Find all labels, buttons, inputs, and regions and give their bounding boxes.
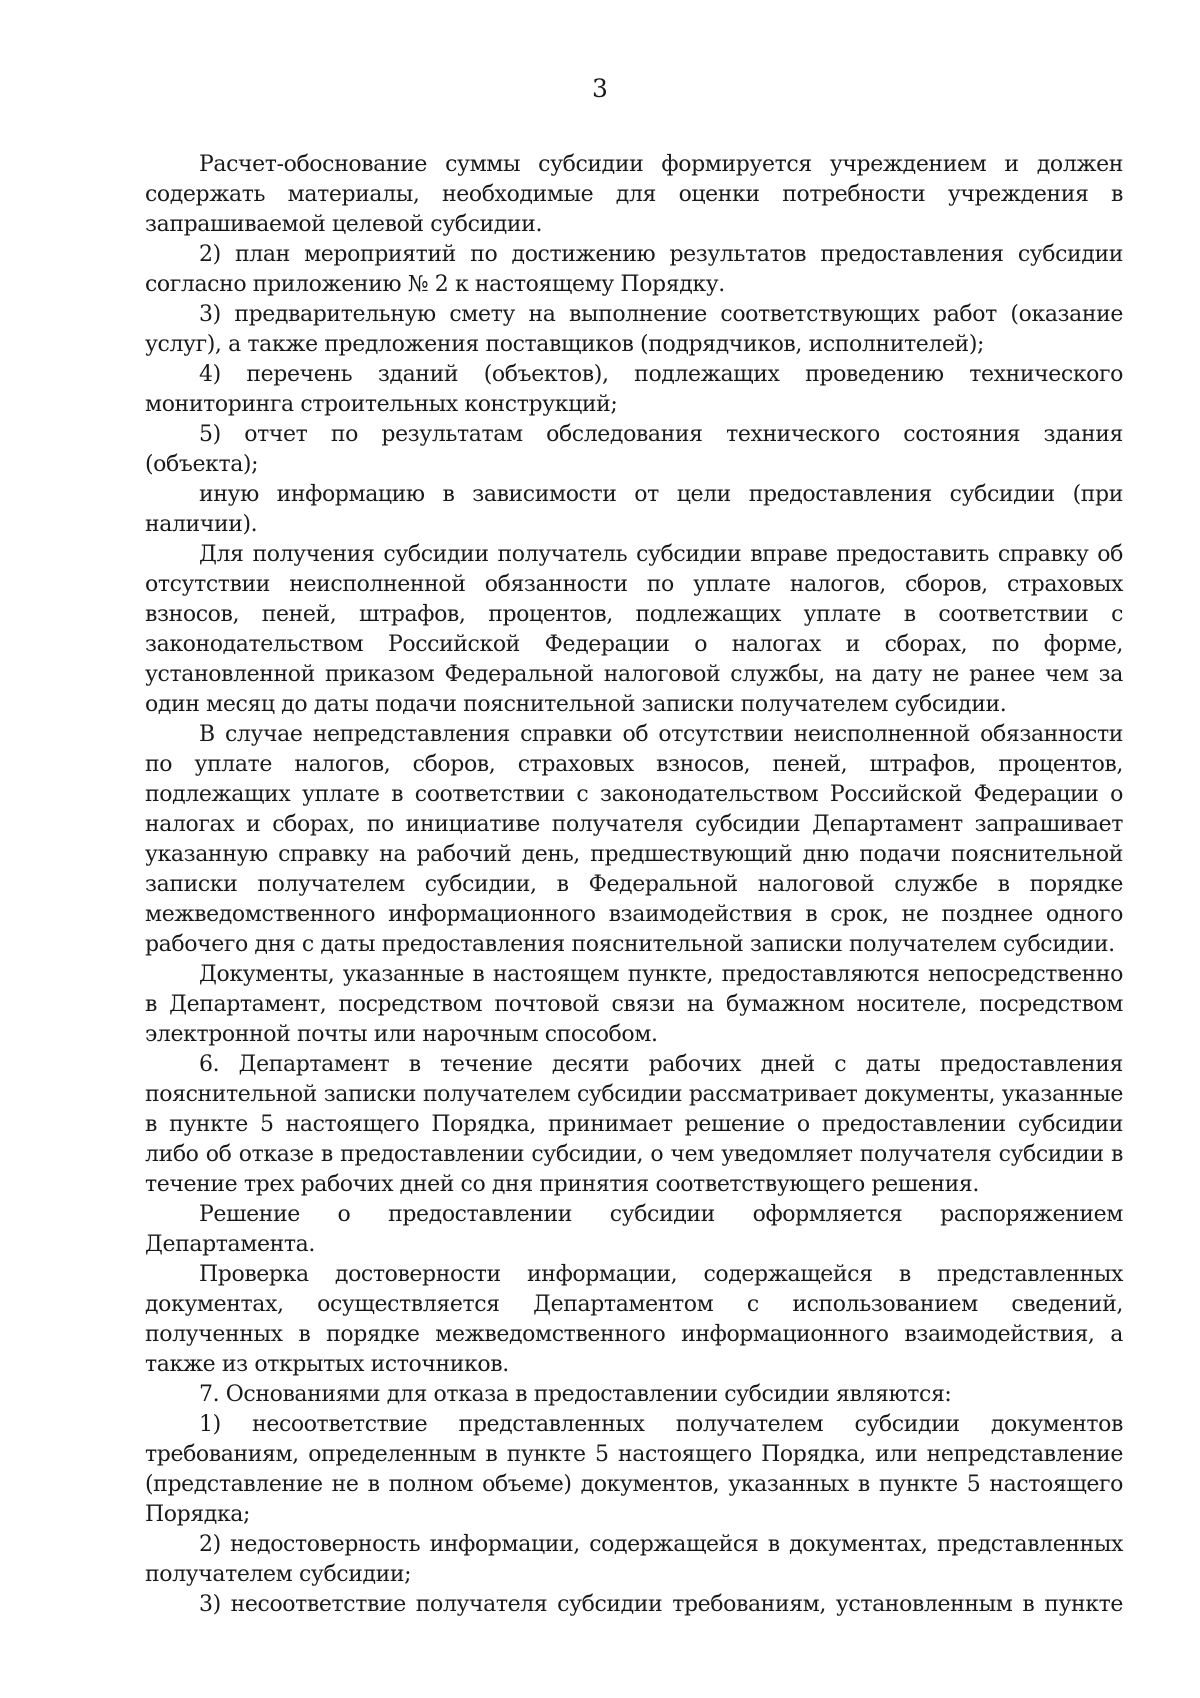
paragraph: Документы, указанные в настоящем пункте, предоставляются непосредственно в Департамент, посредством почтовой связи на бумажном носителе, посредством электронной почты или нарочным способом. xyxy=(145,962,1123,1047)
paragraph: иную информацию в зависимости от цели предоставления субсидии (при наличии). xyxy=(145,482,1123,537)
paragraph: Расчет-обоснование суммы субсидии формируется учреждением и должен содержать материалы, необходимые для оценки потребности учреждения в запрашиваемой целевой субсидии. xyxy=(145,152,1123,237)
paragraph: 2) недостоверность информации, содержащейся в документах, представленных получателем субсидии; xyxy=(145,1532,1123,1587)
paragraph: Для получения субсидии получатель субсидии вправе предоставить справку об отсутствии неисполненной обязанности по уплате налогов, сборов, страховых взносов, пеней, штрафов, процентов, подлежащих уплате в соответствии с законодательством Российской Федерации о налогах и сборах, по форме, установленной приказом Федеральной налоговой службы, на дату не ранее чем за один месяц до даты подачи пояснительной записки получателем субсидии. xyxy=(145,542,1123,717)
paragraph: 4) перечень зданий (объектов), подлежащих проведению технического мониторинга строительных конструкций; xyxy=(145,362,1123,417)
paragraph: Решение о предоставлении субсидии оформляется распоряжением Департамента. xyxy=(145,1202,1123,1257)
paragraph: 5) отчет по результатам обследования технического состояния здания (объекта); xyxy=(145,422,1123,477)
page-number: 3 xyxy=(592,74,608,103)
paragraph: 3) предварительную смету на выполнение соответствующих работ (оказание услуг), а также предложения поставщиков (подрядчиков, исполнителей); xyxy=(145,302,1123,357)
paragraph: 3) несоответствие получателя субсидии требованиям, установленным в пункте xyxy=(199,1592,1123,1617)
paragraph: 1) несоответствие представленных получателем субсидии документов требованиям, определенным в пункте 5 настоящего Порядка, или непредставление (представление не в полном объеме) документов, указанных в пункте 5 настоящего Порядка; xyxy=(145,1412,1123,1527)
paragraph: Проверка достоверности информации, содержащейся в представленных документах, осуществляется Департаментом с использованием сведений, полученных в порядке межведомственного информационного взаимодействия, а также из открытых источников. xyxy=(145,1262,1123,1377)
paragraph: 7. Основаниями для отказа в предоставлении субсидии являются: xyxy=(199,1382,952,1407)
paragraph: 6. Департамент в течение десяти рабочих дней с даты предоставления пояснительной записки получателем субсидии рассматривает документы, указанные в пункте 5 настоящего Порядка, принимает решение о предоставлении субсидии либо об отказе в предоставлении субсидии, о чем уведомляет получателя субсидии в течение трех рабочих дней со дня принятия соответствующего решения. xyxy=(145,1052,1123,1197)
paragraph: 2) план мероприятий по достижению результатов предоставления субсидии согласно приложению № 2 к настоящему Порядку. xyxy=(145,242,1123,297)
paragraph: В случае непредставления справки об отсутствии неисполненной обязанности по уплате налогов, сборов, страховых взносов, пеней, штрафов, процентов, подлежащих уплате в соответствии с законодательством Российской Федерации о налогах и сборах, по инициативе получателя субсидии Департамент запрашивает указанную справку на рабочий день, предшествующий дню подачи пояснительной записки получателем субсидии, в Федеральной налоговой службе в порядке межведомственного информационного взаимодействия в срок, не позднее одного рабочего дня с даты предоставления пояснительной записки получателем субсидии. xyxy=(145,722,1123,957)
document-body xyxy=(145,150,1123,1620)
